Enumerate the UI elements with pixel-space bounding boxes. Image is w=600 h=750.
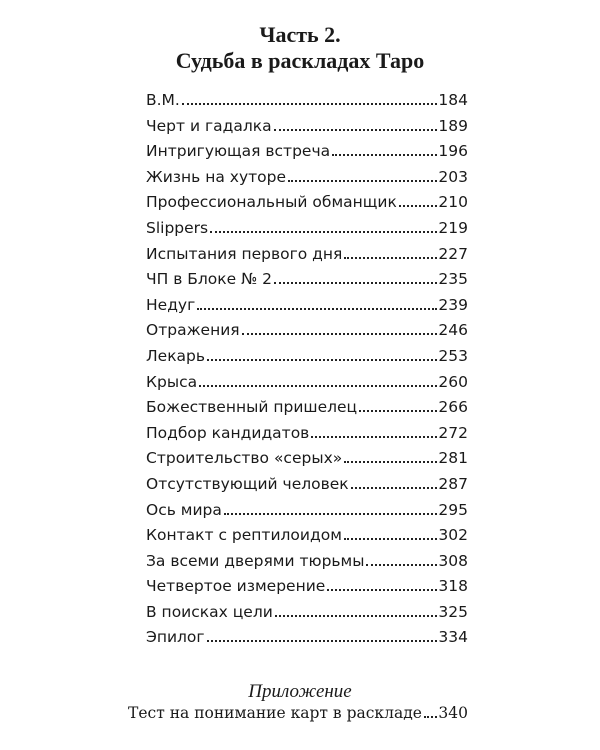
toc-entry-page: 334 <box>438 628 468 647</box>
dot-leader <box>332 154 437 156</box>
toc-entry-page: 203 <box>438 167 468 186</box>
toc-entry-title: Крыса <box>146 372 198 391</box>
dot-leader <box>207 640 438 642</box>
appendix-entry-page: 340 <box>438 704 468 722</box>
toc-entry-title: Эпилог <box>146 628 205 647</box>
toc-entry-title: Четвертое измерение <box>146 577 326 596</box>
toc-list <box>146 88 468 651</box>
dot-leader <box>399 205 438 207</box>
toc-entry-page: 287 <box>438 474 468 493</box>
toc-entry-page: 325 <box>438 602 468 621</box>
toc-entry-title: Лекарь <box>146 346 206 365</box>
toc-entry-title: Черт и гадалка <box>146 116 272 135</box>
toc-entry[interactable] <box>146 421 468 447</box>
toc-entry-page: 295 <box>438 500 468 519</box>
toc-entry[interactable] <box>146 523 468 549</box>
toc-entry[interactable] <box>146 370 468 396</box>
toc-entry-page: 272 <box>438 423 468 442</box>
toc-entry-title: За всеми дверями тюрьмы <box>146 551 365 570</box>
dot-leader <box>359 410 437 412</box>
dot-leader <box>242 333 438 335</box>
toc-entry-page: 318 <box>438 577 468 596</box>
toc-entry-page: 235 <box>438 270 468 289</box>
toc-entry-title: В поисках цели <box>146 602 273 621</box>
toc-entry-title: ЧП в Блоке № 2 <box>146 270 273 289</box>
toc-entry-page: 184 <box>438 91 468 109</box>
toc-entry[interactable] <box>146 549 468 575</box>
toc-entry[interactable] <box>146 395 468 421</box>
appendix-entry[interactable] <box>128 701 468 727</box>
toc-entry-title: Строительство «серых» <box>146 449 343 468</box>
dot-leader <box>344 461 437 463</box>
dot-leader <box>351 487 438 489</box>
dot-leader <box>327 589 437 591</box>
dot-leader <box>344 538 438 540</box>
toc-entry-page: 219 <box>438 218 468 237</box>
appendix-entry-title: Тест на понимание карт в раскладе <box>128 704 422 722</box>
toc-entry-page: 239 <box>438 295 468 314</box>
dot-leader <box>182 103 438 105</box>
toc-entry[interactable] <box>146 625 468 651</box>
dot-leader <box>274 282 437 284</box>
toc-entry[interactable] <box>146 165 468 191</box>
toc-entry[interactable] <box>146 600 468 626</box>
dot-leader <box>344 257 437 259</box>
toc-entry-page: 227 <box>438 244 468 263</box>
toc-entry[interactable] <box>146 344 468 370</box>
dot-leader <box>199 385 437 387</box>
dot-leader <box>274 129 438 131</box>
toc-entry-page: 266 <box>438 398 468 417</box>
toc-entry[interactable] <box>146 190 468 216</box>
toc-entry[interactable] <box>146 114 468 140</box>
toc-entry-title: Отражения <box>146 321 240 340</box>
appendix-list <box>128 701 468 727</box>
toc-entry-title: Подбор кандидатов <box>146 423 310 442</box>
appendix-heading: Приложение <box>248 681 352 702</box>
part-heading: Часть 2. <box>259 22 341 47</box>
toc-entry-page: 253 <box>438 346 468 365</box>
dot-leader <box>366 564 437 566</box>
toc-entry-page: 308 <box>438 551 468 570</box>
toc-entry-title: Испытания первого дня <box>146 244 343 263</box>
dot-leader <box>424 716 437 718</box>
toc-entry-title: Отсутствующий человек <box>146 474 349 493</box>
dot-leader <box>288 180 437 182</box>
dot-leader <box>210 231 437 233</box>
toc-entry[interactable] <box>146 574 468 600</box>
toc-entry-title: Жизнь на хуторе <box>146 167 286 186</box>
toc-entry[interactable] <box>146 318 468 344</box>
toc-entry-page: 260 <box>438 372 468 391</box>
dot-leader <box>224 513 438 515</box>
toc-entry-title: Интригующая встреча <box>146 142 331 161</box>
toc-entry[interactable] <box>146 498 468 524</box>
section-title: Судьба в раскладах Таро <box>175 48 425 73</box>
toc-entry-page: 210 <box>438 193 468 212</box>
toc-entry-page: 246 <box>438 321 468 340</box>
toc-entry[interactable] <box>146 293 468 319</box>
toc-entry[interactable] <box>146 242 468 268</box>
dot-leader <box>197 308 437 310</box>
dot-leader <box>311 436 437 438</box>
toc-entry-page: 302 <box>438 526 468 545</box>
toc-entry-title: Недуг <box>146 295 196 314</box>
toc-entry-title: Профессиональный обманщик <box>146 193 397 212</box>
toc-entry-title: В.М. <box>146 91 180 109</box>
toc-entry[interactable] <box>146 139 468 165</box>
dot-leader <box>275 615 438 617</box>
toc-entry-page: 281 <box>438 449 468 468</box>
toc-entry[interactable] <box>146 88 468 114</box>
dot-leader <box>207 359 437 361</box>
toc-entry-page: 189 <box>438 116 468 135</box>
toc-entry-title: Ось мира <box>146 500 222 519</box>
toc-entry[interactable] <box>146 446 468 472</box>
toc-entry-title: Slippers <box>146 218 209 237</box>
toc-entry[interactable] <box>146 267 468 293</box>
toc-entry[interactable] <box>146 216 468 242</box>
toc-entry-page: 196 <box>438 142 468 161</box>
toc-entry-title: Контакт с рептилоидом <box>146 526 342 545</box>
toc-entry[interactable] <box>146 472 468 498</box>
toc-entry-title: Божественный пришелец <box>146 398 358 417</box>
